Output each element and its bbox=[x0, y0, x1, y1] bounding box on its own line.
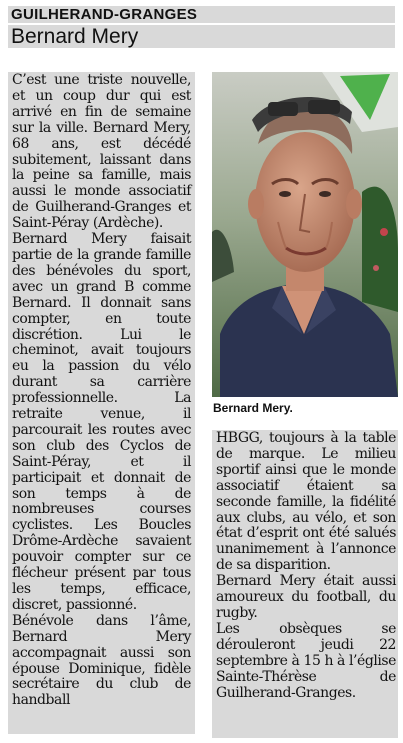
body-paragraph: Bernard Mery faisait partie de la grande famille des bénévoles du sport, avec un grand B comme Bernard. Il donnait sans compter, en toute discrétion. Lui le cheminot, avait toujours eu la passion du vélo durant sa carrière professionnelle. La retraite venue, il parcourait les routes avec son club des Cyclos de Saint-Péray, et il participait et donnait de son temps à de nombreuses courses cyclistes. Les Boucles Drôme-Ardèche savaient pouvoir compter sur ce flécheur présent par tous les temps, efficace, discret, passionné. bbox=[12, 231, 191, 613]
body-paragraph: HBGG, toujours à la table de marque. Le milieu sportif ainsi que le monde associatif étaient sa seconde famille, la fidélité aux clubs, au vélo, et son état d’esprit ont été salués unanimement à l’annonce de sa disparition. bbox=[216, 430, 396, 574]
body-paragraph: C’est une triste nouvelle, et un coup dur qui est arrivé en fin de semaine sur la ville. Bernard Mery, 68 ans, est décédé subitement, laissant dans la peine sa famille, mais aussi le monde associatif de Guilherand-Granges et Saint-Péray (Ardèche). bbox=[12, 72, 191, 232]
article-headline: Bernard Mery bbox=[8, 25, 395, 48]
body-paragraph: Bernard Mery était aussi amoureux du football, du rugby. bbox=[216, 573, 396, 621]
section-kicker: GUILHERAND-GRANGES bbox=[8, 6, 395, 23]
article-column-right bbox=[212, 430, 398, 738]
article-column-left bbox=[8, 72, 195, 734]
body-paragraph: Les obsèques se dérouleront jeudi 22 septembre à 15 h à l’église Sainte-Thérèse de Guilherand-Granges. bbox=[216, 620, 396, 701]
portrait-photo bbox=[212, 72, 398, 397]
body-paragraph: Bénévole dans l’âme, Bernard Mery accompagnait aussi son épouse Dominique, fidèle secrétaire du club de handball bbox=[12, 612, 191, 709]
photo-caption: Bernard Mery. bbox=[213, 401, 293, 415]
